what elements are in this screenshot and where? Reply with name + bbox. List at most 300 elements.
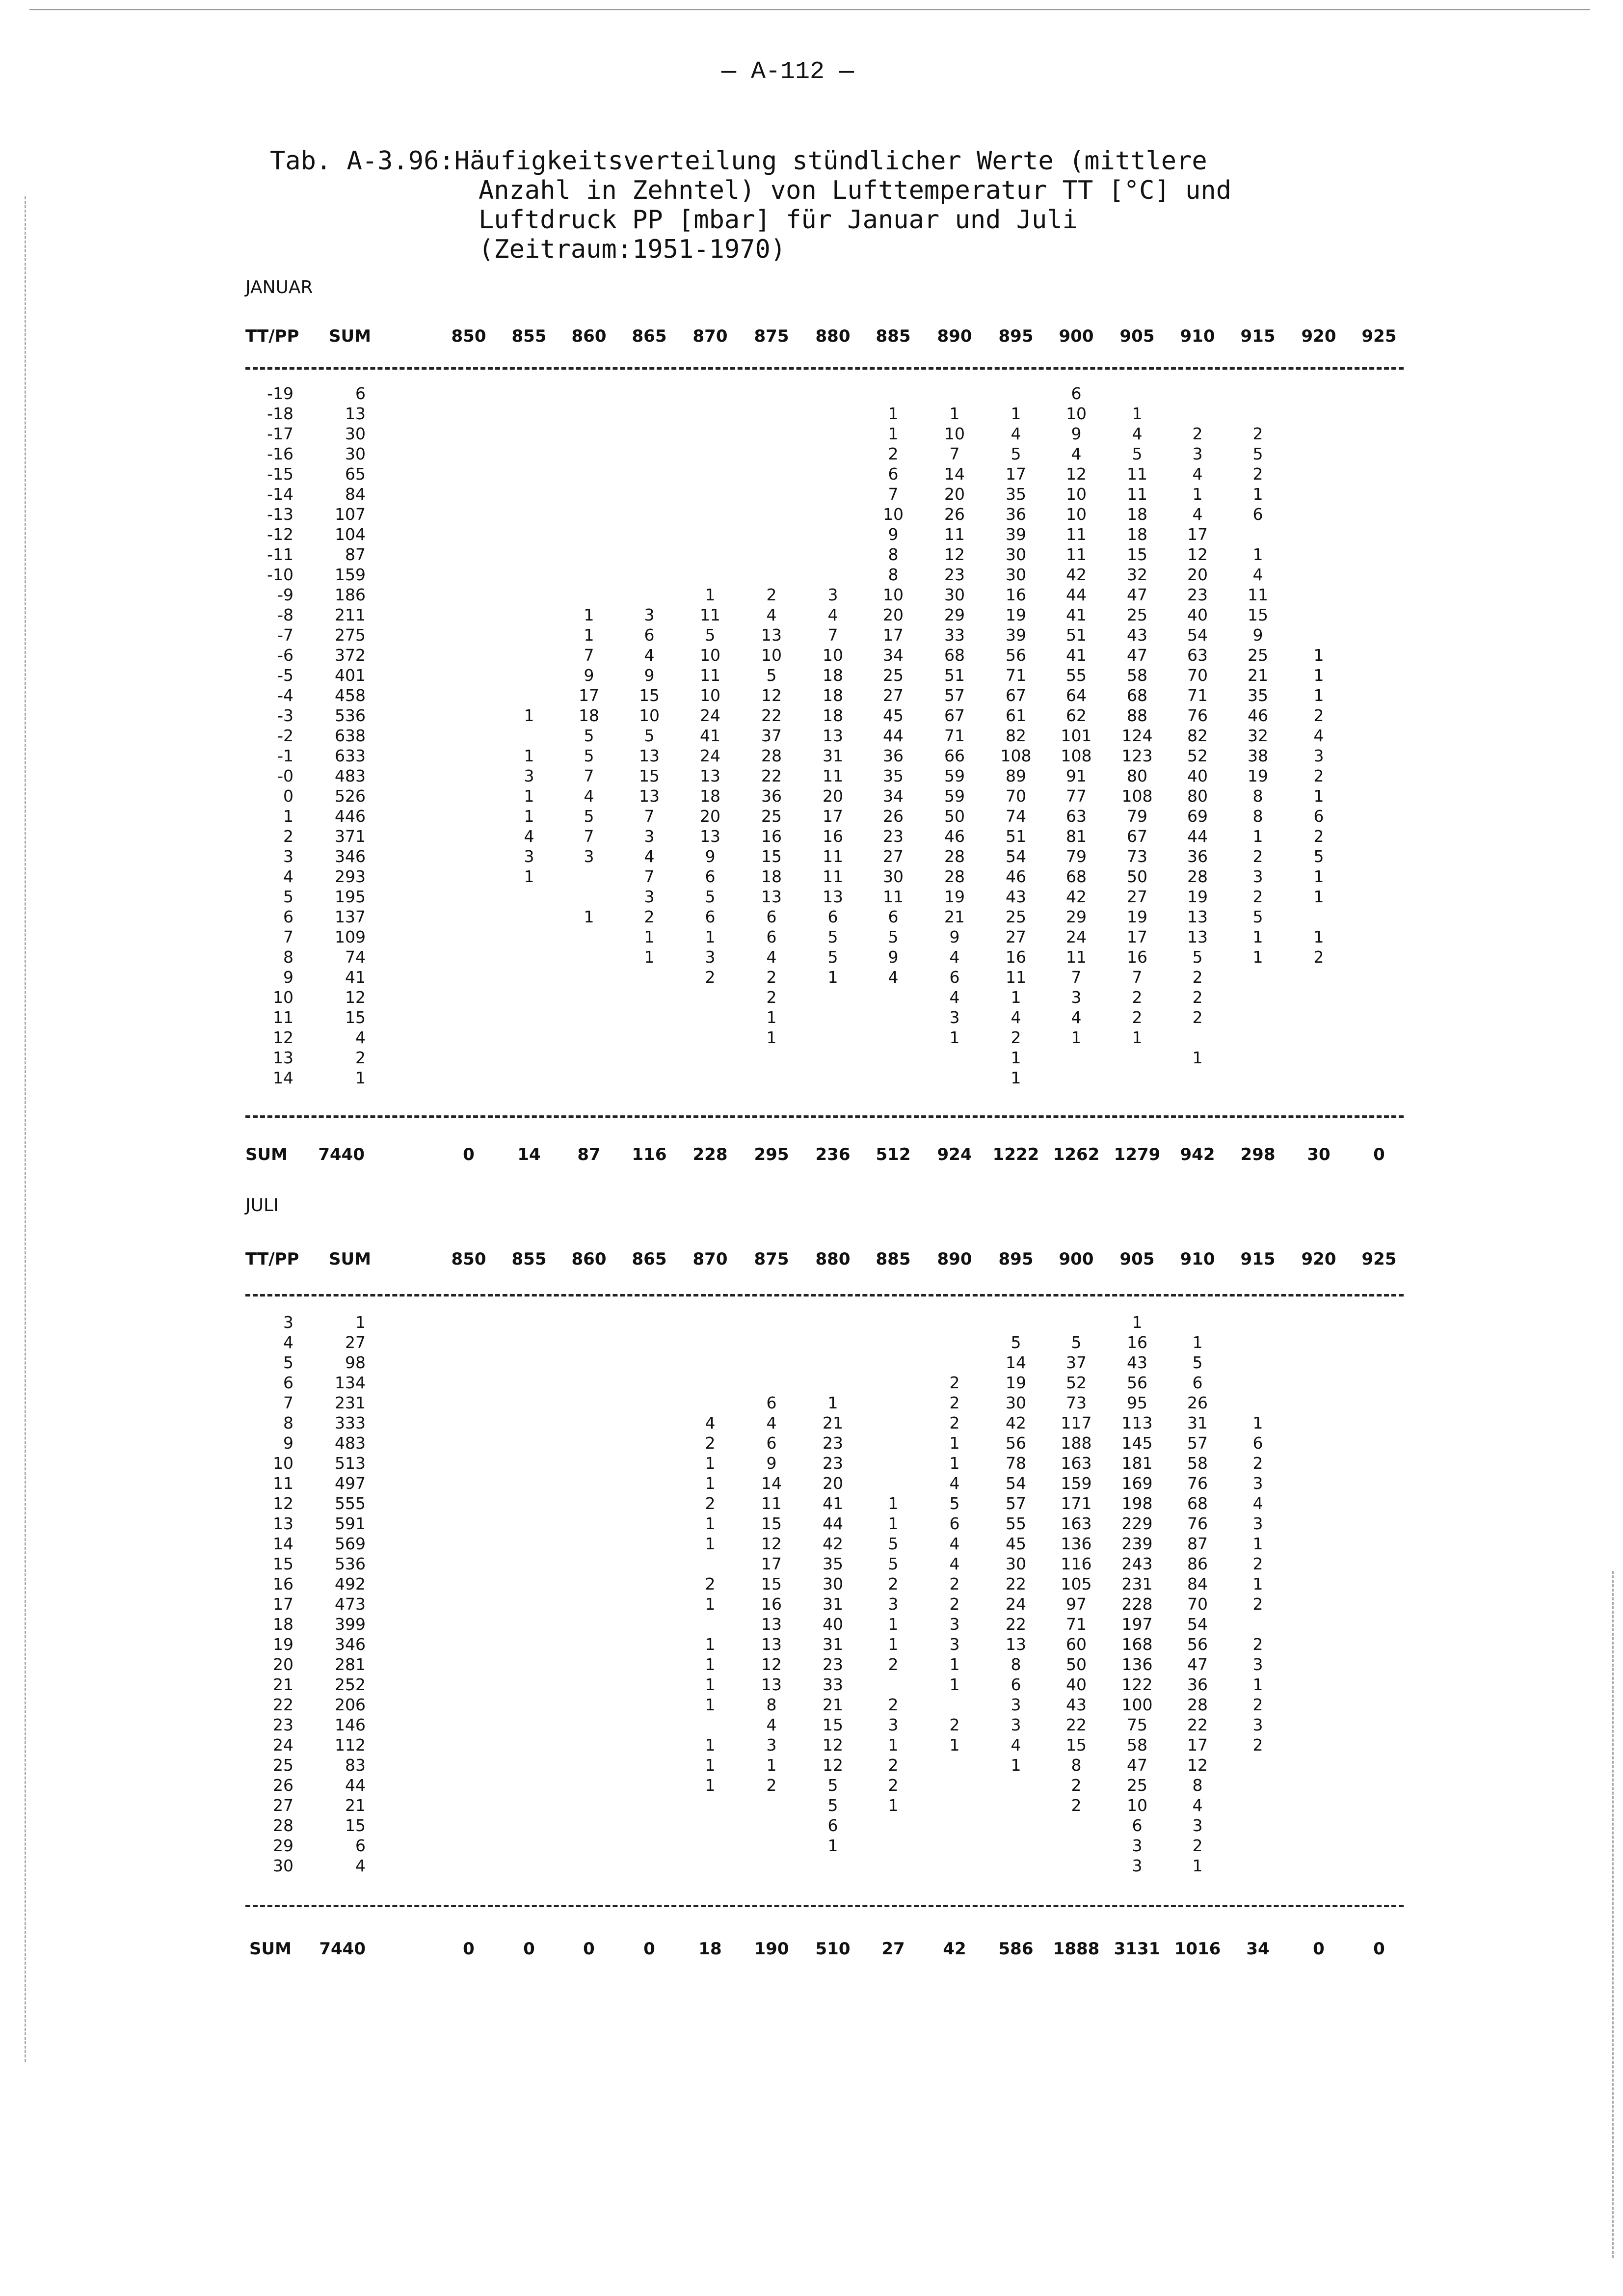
temperature-value: -5 — [277, 666, 293, 685]
frequency-cell: 15 — [1127, 545, 1147, 564]
frequency-cell: 28 — [761, 746, 782, 765]
row-sum: 2 — [355, 1048, 366, 1067]
frequency-cell: 188 — [1061, 1433, 1092, 1453]
pressure-column-header: 870 — [692, 326, 728, 346]
sum-total: 7440 — [318, 1145, 365, 1164]
frequency-cell: 7 — [644, 867, 655, 886]
frequency-cell: 4 — [949, 988, 960, 1007]
column-sum: 586 — [998, 1939, 1034, 1959]
frequency-cell: 55 — [1006, 1514, 1026, 1533]
frequency-cell: 27 — [1127, 887, 1147, 906]
row-sum: 231 — [335, 1393, 366, 1412]
frequency-cell: 70 — [1187, 1594, 1208, 1614]
frequency-cell: 15 — [761, 847, 782, 866]
frequency-cell: 15 — [761, 1574, 782, 1594]
frequency-cell: 41 — [1066, 646, 1087, 665]
row-sum: 104 — [335, 525, 366, 544]
temperature-value: 28 — [273, 1816, 293, 1835]
frequency-cell: 1 — [1313, 786, 1324, 806]
frequency-cell: 8 — [766, 1695, 777, 1714]
frequency-cell: 7 — [1132, 968, 1143, 987]
frequency-cell: 82 — [1187, 726, 1208, 745]
frequency-cell: 2 — [888, 1756, 899, 1775]
column-sum: 0 — [643, 1939, 655, 1959]
frequency-cell: 2 — [949, 1393, 960, 1412]
frequency-cell: 44 — [883, 726, 904, 745]
frequency-cell: 19 — [1006, 1373, 1026, 1392]
frequency-cell: 18 — [823, 666, 843, 685]
frequency-cell: 1 — [1252, 1675, 1263, 1694]
frequency-cell: 1 — [1132, 1313, 1143, 1332]
frequency-cell: 21 — [1248, 666, 1268, 685]
frequency-cell: 20 — [944, 485, 965, 504]
row-sum: 109 — [335, 927, 366, 946]
frequency-cell: 3 — [949, 1635, 960, 1654]
pressure-column-header: 870 — [692, 1249, 728, 1269]
frequency-cell: 7 — [584, 827, 594, 846]
temperature-value: -16 — [267, 444, 293, 463]
frequency-cell: 3 — [827, 585, 838, 604]
row-sum: 633 — [335, 746, 366, 765]
frequency-cell: 2 — [949, 1715, 960, 1734]
frequency-cell: 10 — [1066, 404, 1087, 423]
frequency-cell: 6 — [705, 907, 716, 926]
frequency-cell: 86 — [1187, 1554, 1208, 1573]
frequency-cell: 32 — [1248, 726, 1268, 745]
frequency-cell: 2 — [644, 907, 655, 926]
frequency-cell: 1 — [827, 1836, 838, 1855]
frequency-cell: 20 — [1187, 565, 1208, 584]
column-sum: 1016 — [1174, 1939, 1221, 1959]
frequency-cell: 2 — [1071, 1796, 1082, 1815]
frequency-cell: 2 — [1252, 464, 1263, 484]
temperature-value: 14 — [273, 1534, 293, 1553]
column-sum: 510 — [815, 1939, 851, 1959]
row-sum: 293 — [335, 867, 366, 886]
pressure-column-header: 920 — [1301, 1249, 1336, 1269]
frequency-cell: 4 — [888, 968, 899, 987]
frequency-cell: 5 — [888, 927, 899, 946]
frequency-cell: 13 — [761, 1615, 782, 1634]
frequency-cell: 54 — [1187, 625, 1208, 645]
frequency-cell: 1 — [705, 1594, 716, 1614]
frequency-cell: 35 — [883, 766, 904, 785]
frequency-cell: 36 — [1006, 505, 1026, 524]
frequency-cell: 1 — [1071, 1028, 1082, 1047]
temperature-value: 11 — [273, 1474, 293, 1493]
frequency-cell: 4 — [705, 1413, 716, 1432]
frequency-cell: 46 — [944, 827, 965, 846]
frequency-cell: 1 — [1313, 686, 1324, 705]
frequency-cell: 5 — [827, 927, 838, 946]
frequency-cell: 77 — [1066, 786, 1087, 806]
frequency-cell: 56 — [1006, 646, 1026, 665]
frequency-cell: 1 — [949, 1454, 960, 1473]
frequency-cell: 1 — [888, 1494, 899, 1513]
frequency-cell: 19 — [1248, 766, 1268, 785]
pressure-column-header: 925 — [1361, 326, 1397, 346]
frequency-cell: 1 — [644, 947, 655, 967]
frequency-cell: 1 — [1192, 485, 1203, 504]
column-sum: 42 — [943, 1939, 966, 1959]
frequency-cell: 62 — [1066, 706, 1087, 725]
temperature-value: 18 — [273, 1615, 293, 1634]
pressure-column-header: 895 — [998, 326, 1034, 346]
frequency-cell: 5 — [1071, 1333, 1082, 1352]
frequency-cell: 4 — [949, 1474, 960, 1493]
frequency-cell: 9 — [705, 847, 716, 866]
frequency-cell: 2 — [705, 968, 716, 987]
pressure-column-header: 850 — [451, 1249, 486, 1269]
column-sum: 3131 — [1114, 1939, 1161, 1959]
frequency-cell: 1 — [705, 1695, 716, 1714]
column-sum: 0 — [463, 1145, 475, 1164]
row-sum: 569 — [335, 1534, 366, 1553]
frequency-cell: 35 — [1248, 686, 1268, 705]
frequency-cell: 17 — [883, 625, 904, 645]
frequency-cell: 88 — [1127, 706, 1147, 725]
row-sum: 638 — [335, 726, 366, 745]
pressure-column-header: 905 — [1119, 1249, 1155, 1269]
column-sum: 0 — [523, 1939, 535, 1959]
frequency-cell: 1 — [949, 1028, 960, 1047]
temperature-value: 29 — [273, 1836, 293, 1855]
frequency-cell: 26 — [883, 807, 904, 826]
frequency-cell: 5 — [705, 625, 716, 645]
frequency-cell: 2 — [888, 1695, 899, 1714]
frequency-cell: 1 — [949, 1655, 960, 1674]
frequency-cell: 1 — [949, 1735, 960, 1755]
frequency-cell: 39 — [1006, 525, 1026, 544]
frequency-cell: 3 — [644, 605, 655, 624]
row-sum: 30 — [345, 424, 366, 443]
frequency-cell: 4 — [766, 947, 777, 967]
frequency-cell: 26 — [944, 505, 965, 524]
frequency-cell: 40 — [1187, 605, 1208, 624]
frequency-cell: 43 — [1127, 1353, 1147, 1372]
row-sum: 15 — [345, 1816, 366, 1835]
frequency-cell: 16 — [1127, 947, 1147, 967]
temperature-value: 5 — [283, 1353, 293, 1372]
frequency-cell: 8 — [1011, 1655, 1021, 1674]
frequency-cell: 2 — [1132, 1008, 1143, 1027]
frequency-cell: 17 — [1187, 525, 1208, 544]
frequency-cell: 2 — [1071, 1776, 1082, 1795]
frequency-cell: 124 — [1121, 726, 1153, 745]
frequency-cell: 46 — [1248, 706, 1268, 725]
frequency-cell: 71 — [1006, 666, 1026, 685]
frequency-cell: 100 — [1121, 1695, 1153, 1714]
temperature-value: -19 — [267, 384, 293, 403]
pressure-column-header: 865 — [632, 326, 667, 346]
frequency-cell: 15 — [1248, 605, 1268, 624]
frequency-cell: 2 — [766, 585, 777, 604]
frequency-cell: 50 — [944, 807, 965, 826]
frequency-cell: 1 — [1252, 947, 1263, 967]
frequency-cell: 11 — [700, 605, 720, 624]
frequency-cell: 2 — [949, 1413, 960, 1432]
frequency-cell: 2 — [1252, 1695, 1263, 1714]
row-sum: 74 — [345, 947, 366, 967]
frequency-cell: 12 — [823, 1756, 843, 1775]
frequency-cell: 24 — [700, 706, 720, 725]
frequency-cell: 50 — [1127, 867, 1147, 886]
row-sum: 65 — [345, 464, 366, 484]
frequency-cell: 2 — [1252, 1735, 1263, 1755]
frequency-cell: 1 — [524, 867, 534, 886]
frequency-cell: 54 — [1006, 847, 1026, 866]
frequency-cell: 16 — [823, 827, 843, 846]
frequency-cell: 11 — [1006, 968, 1026, 987]
frequency-cell: 30 — [1006, 1393, 1026, 1412]
temperature-value: 21 — [273, 1675, 293, 1694]
frequency-cell: 4 — [644, 646, 655, 665]
frequency-cell: 2 — [1313, 766, 1324, 785]
row-sum: 6 — [355, 384, 366, 403]
row-sum: 4 — [355, 1028, 366, 1047]
frequency-cell: 5 — [1011, 1333, 1021, 1352]
frequency-cell: 17 — [1127, 927, 1147, 946]
frequency-cell: 8 — [888, 545, 899, 564]
frequency-cell: 3 — [1252, 867, 1263, 886]
frequency-cell: 1 — [1313, 646, 1324, 665]
frequency-cell: 31 — [1187, 1413, 1208, 1432]
frequency-cell: 6 — [766, 907, 777, 926]
pressure-column-header: 860 — [571, 326, 607, 346]
frequency-cell: 5 — [1252, 907, 1263, 926]
frequency-cell: 12 — [823, 1735, 843, 1755]
frequency-cell: 5 — [584, 807, 594, 826]
frequency-cell: 51 — [1066, 625, 1087, 645]
frequency-cell: 7 — [584, 646, 594, 665]
frequency-cell: 239 — [1121, 1534, 1153, 1553]
temperature-value: 9 — [283, 1433, 293, 1453]
frequency-cell: 2 — [1252, 847, 1263, 866]
frequency-cell: 28 — [1187, 867, 1208, 886]
frequency-cell: 23 — [823, 1655, 843, 1674]
frequency-cell: 2 — [766, 1776, 777, 1795]
row-sum: 137 — [335, 907, 366, 926]
left-margin-line — [25, 196, 26, 2062]
frequency-cell: 3 — [888, 1594, 899, 1614]
frequency-cell: 16 — [1006, 947, 1026, 967]
frequency-cell: 116 — [1061, 1554, 1092, 1573]
frequency-cell: 5 — [1313, 847, 1324, 866]
frequency-cell: 80 — [1187, 786, 1208, 806]
frequency-cell: 18 — [761, 867, 782, 886]
frequency-cell: 30 — [944, 585, 965, 604]
frequency-cell: 46 — [1006, 867, 1026, 886]
frequency-cell: 10 — [1127, 1796, 1147, 1815]
frequency-cell: 5 — [766, 666, 777, 685]
frequency-cell: 2 — [949, 1373, 960, 1392]
temperature-value: 20 — [273, 1655, 293, 1674]
frequency-cell: 117 — [1061, 1413, 1092, 1432]
frequency-cell: 1 — [766, 1756, 777, 1775]
table-rule-top — [245, 1294, 1404, 1297]
frequency-cell: 17 — [1187, 1735, 1208, 1755]
frequency-cell: 2 — [766, 968, 777, 987]
frequency-cell: 168 — [1121, 1635, 1153, 1654]
frequency-cell: 41 — [700, 726, 720, 745]
frequency-cell: 6 — [888, 464, 899, 484]
temperature-value: 7 — [283, 1393, 293, 1412]
frequency-cell: 51 — [1006, 827, 1026, 846]
frequency-cell: 1 — [1011, 988, 1021, 1007]
frequency-cell: 22 — [761, 766, 782, 785]
row-sum: 401 — [335, 666, 366, 685]
frequency-cell: 47 — [1187, 1655, 1208, 1674]
row-sum: 112 — [335, 1735, 366, 1755]
frequency-cell: 6 — [827, 1816, 838, 1835]
frequency-cell: 18 — [823, 686, 843, 705]
row-sum: 84 — [345, 485, 366, 504]
frequency-cell: 1 — [705, 1776, 716, 1795]
top-edge-line — [29, 9, 1590, 10]
frequency-cell: 13 — [639, 746, 660, 765]
frequency-cell: 22 — [1066, 1715, 1087, 1734]
frequency-cell: 11 — [1248, 585, 1268, 604]
frequency-cell: 6 — [1132, 1816, 1143, 1835]
temperature-value: 3 — [283, 847, 293, 866]
row-sum: 252 — [335, 1675, 366, 1694]
frequency-cell: 18 — [579, 706, 599, 725]
temperature-value: -14 — [267, 485, 293, 504]
frequency-cell: 4 — [1252, 565, 1263, 584]
frequency-cell: 61 — [1006, 706, 1026, 725]
frequency-cell: 7 — [1071, 968, 1082, 987]
frequency-cell: 43 — [1066, 1695, 1087, 1714]
frequency-cell: 6 — [1313, 807, 1324, 826]
sum-label: SUM — [249, 1939, 292, 1959]
frequency-cell: 51 — [944, 666, 965, 685]
frequency-cell: 5 — [1252, 444, 1263, 463]
frequency-cell: 13 — [639, 786, 660, 806]
frequency-cell: 1 — [705, 1635, 716, 1654]
frequency-cell: 3 — [584, 847, 594, 866]
frequency-cell: 20 — [883, 605, 904, 624]
frequency-cell: 5 — [1132, 444, 1143, 463]
frequency-cell: 43 — [1006, 887, 1026, 906]
pressure-column-header: 860 — [571, 1249, 607, 1269]
temperature-value: 14 — [273, 1068, 293, 1087]
frequency-cell: 8 — [888, 565, 899, 584]
pressure-column-header: 900 — [1059, 326, 1094, 346]
temperature-value: 8 — [283, 1413, 293, 1432]
frequency-cell: 2 — [888, 1574, 899, 1594]
frequency-cell: 11 — [944, 525, 965, 544]
temperature-value: 13 — [273, 1048, 293, 1067]
frequency-cell: 1 — [705, 927, 716, 946]
frequency-cell: 12 — [1066, 464, 1087, 484]
frequency-cell: 1 — [888, 1796, 899, 1815]
frequency-cell: 12 — [761, 1655, 782, 1674]
frequency-cell: 69 — [1187, 807, 1208, 826]
frequency-cell: 36 — [1187, 847, 1208, 866]
temperature-value: 17 — [273, 1594, 293, 1614]
frequency-cell: 14 — [1006, 1353, 1026, 1372]
frequency-cell: 15 — [823, 1715, 843, 1734]
frequency-cell: 4 — [766, 605, 777, 624]
temperature-value: 22 — [273, 1695, 293, 1714]
frequency-cell: 136 — [1061, 1534, 1092, 1553]
frequency-cell: 18 — [700, 786, 720, 806]
right-margin-line — [1612, 1571, 1614, 2258]
frequency-cell: 13 — [1187, 907, 1208, 926]
frequency-cell: 13 — [823, 726, 843, 745]
frequency-cell: 122 — [1121, 1675, 1153, 1694]
temperature-value: 12 — [273, 1028, 293, 1047]
frequency-cell: 4 — [1011, 424, 1021, 443]
frequency-cell: 67 — [944, 706, 965, 725]
frequency-cell: 6 — [1252, 1433, 1263, 1453]
frequency-cell: 1 — [888, 1735, 899, 1755]
frequency-cell: 1 — [949, 404, 960, 423]
frequency-cell: 19 — [1187, 887, 1208, 906]
frequency-cell: 18 — [1127, 525, 1147, 544]
frequency-cell: 24 — [1066, 927, 1087, 946]
row-sum: 371 — [335, 827, 366, 846]
frequency-cell: 87 — [1187, 1534, 1208, 1553]
row-sum: 134 — [335, 1373, 366, 1392]
frequency-cell: 11 — [823, 867, 843, 886]
temperature-value: -1 — [277, 746, 293, 765]
frequency-cell: 4 — [949, 1534, 960, 1553]
frequency-cell: 13 — [823, 887, 843, 906]
frequency-cell: 6 — [766, 927, 777, 946]
column-sum: 0 — [583, 1939, 595, 1959]
frequency-cell: 29 — [1066, 907, 1087, 926]
column-sum: 1279 — [1114, 1145, 1161, 1164]
temperature-value: 11 — [273, 1008, 293, 1027]
frequency-cell: 26 — [1187, 1393, 1208, 1412]
frequency-cell: 35 — [1006, 485, 1026, 504]
frequency-cell: 11 — [883, 887, 904, 906]
frequency-cell: 4 — [766, 1413, 777, 1432]
row-sum: 346 — [335, 1635, 366, 1654]
frequency-cell: 42 — [1006, 1413, 1026, 1432]
frequency-cell: 18 — [1127, 505, 1147, 524]
temperature-value: -2 — [277, 726, 293, 745]
column-sum: 236 — [815, 1145, 851, 1164]
frequency-cell: 7 — [949, 444, 960, 463]
row-sum: 483 — [335, 766, 366, 785]
frequency-cell: 30 — [1006, 545, 1026, 564]
frequency-cell: 145 — [1121, 1433, 1153, 1453]
temperature-value: -12 — [267, 525, 293, 544]
frequency-cell: 60 — [1066, 1635, 1087, 1654]
frequency-cell: 2 — [888, 444, 899, 463]
frequency-cell: 1 — [584, 907, 594, 926]
frequency-cell: 1 — [524, 706, 534, 725]
frequency-cell: 4 — [827, 605, 838, 624]
frequency-cell: 3 — [524, 766, 534, 785]
frequency-cell: 229 — [1121, 1514, 1153, 1533]
temperature-value: -10 — [267, 565, 293, 584]
frequency-cell: 68 — [1187, 1494, 1208, 1513]
frequency-cell: 20 — [823, 1474, 843, 1493]
frequency-cell: 2 — [1252, 1594, 1263, 1614]
frequency-cell: 108 — [1000, 746, 1032, 765]
frequency-cell: 10 — [700, 646, 720, 665]
pressure-column-header: 910 — [1180, 326, 1215, 346]
frequency-cell: 28 — [1187, 1695, 1208, 1714]
frequency-cell: 1 — [584, 625, 594, 645]
frequency-cell: 95 — [1127, 1393, 1147, 1412]
frequency-cell: 52 — [1066, 1373, 1087, 1392]
frequency-cell: 13 — [761, 887, 782, 906]
row-sum: 399 — [335, 1615, 366, 1634]
